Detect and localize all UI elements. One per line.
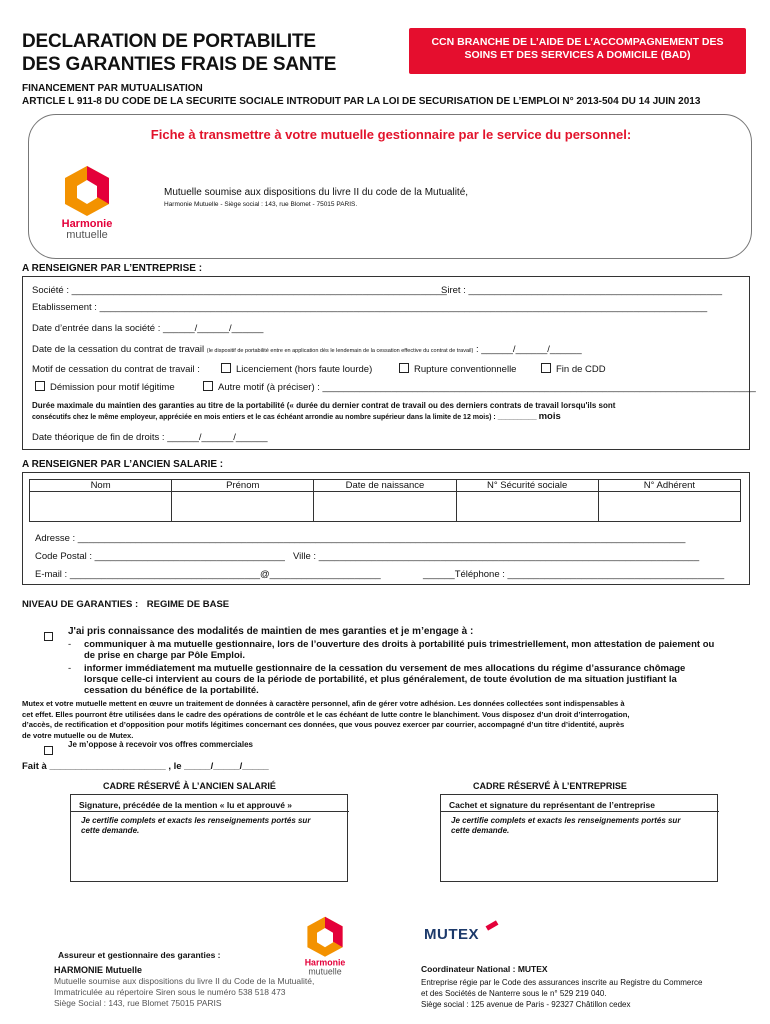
certifie-line1: Je certifie complets et exacts les renseignements portés sur bbox=[81, 816, 311, 825]
title-line-1: DECLARATION DE PORTABILITE bbox=[22, 31, 316, 52]
autre-motif-option[interactable] bbox=[203, 381, 756, 393]
engage-checkbox[interactable] bbox=[44, 627, 58, 645]
notice-line1: Mutex et votre mutuelle mettent en œuvre un traitement de données à caractère personnel, afin de gérer votre adhésion. Les données collectées sont indispensables à bbox=[22, 699, 625, 708]
mutex-line2: et des Sociétés de Nanterre sous le n° 529 219 040. bbox=[421, 989, 607, 998]
mutuelle-info-box bbox=[28, 114, 752, 259]
demission-checkbox[interactable] bbox=[35, 381, 45, 391]
data-protection-notice bbox=[22, 699, 752, 741]
code-postal-field[interactable]: Code Postal : ____________________________________ bbox=[35, 551, 285, 562]
fiche-heading: Fiche à transmettre à votre mutuelle gestionnaire par le service du personnel: bbox=[150, 127, 632, 142]
certifie-salarie bbox=[81, 816, 310, 836]
mutex-swoosh-icon bbox=[486, 920, 499, 930]
harmonie-logo bbox=[47, 160, 127, 240]
harmonie-line2: Immatriculée au répertoire Siren sous le numéro 538 518 473 bbox=[54, 987, 286, 997]
assureur-label: Assureur et gestionnaire des garanties : bbox=[58, 950, 221, 960]
siret-field[interactable]: Siret : ________________________________________________ bbox=[441, 285, 723, 296]
niveau-garanties bbox=[22, 599, 229, 610]
ccn-line-1: CCN BRANCHE DE L’AIDE DE L’ACCOMPAGNEMENT DES bbox=[431, 36, 724, 48]
harmonie-footer-logo bbox=[293, 912, 357, 976]
adresse-field[interactable]: Adresse : ___________________________________________________________________________________________________________________ bbox=[35, 533, 686, 544]
date-cessation-note: (le dispositif de portabilité entre en application dès le lendemain de la cessation effective du contrat de travail) bbox=[206, 348, 474, 354]
date-cessation-blank: : ______/______/______ bbox=[475, 344, 582, 355]
cadre-entreprise-heading: CADRE RÉSERVÉ À L’ENTREPRISE bbox=[473, 781, 627, 791]
dash: - bbox=[68, 663, 72, 674]
coordinateur-value: MUTEX bbox=[517, 964, 548, 974]
mutex-details bbox=[421, 977, 702, 1010]
mutuelle-address: Harmonie Mutuelle - Siège social : 143, rue Blomet - 75015 PARIS. bbox=[164, 201, 358, 208]
cell-nom[interactable] bbox=[30, 492, 172, 522]
bullet1-line2: de prise en charge par Pôle Emploi. bbox=[84, 650, 246, 661]
bullet2-line2: lorsque celle-ci intervient au cours de la période de portabilité, et plus généralement, de toute évolution de ma situation justifiant la bbox=[84, 674, 677, 685]
motif-label: Motif de cessation du contrat de travail : bbox=[32, 364, 200, 375]
date-cessation-label: Date de la cessation du contrat de travail bbox=[32, 344, 205, 355]
entreprise-frame bbox=[22, 276, 756, 450]
article-label: ARTICLE L 911-8 DU CODE DE LA SECURITE SOCIALE INTRODUIT PAR LA LOI DE SECURISATION DE L’EMPLOI N° 2013-504 DU 14 JUIN 2013 bbox=[22, 96, 701, 107]
logo-text-harmonie: Harmonie bbox=[61, 218, 113, 230]
certifie-line2: cette demande. bbox=[81, 826, 140, 835]
date-fin-droits-field[interactable]: Date théorique de fin de droits : ______/______/______ bbox=[32, 432, 268, 443]
salarie-table bbox=[29, 479, 741, 522]
mutex-logo: MUTEX bbox=[424, 926, 479, 943]
entreprise-heading: A RENSEIGNER PAR L’ENTREPRISE : bbox=[22, 263, 203, 274]
demission-option[interactable] bbox=[35, 381, 175, 393]
niveau-value: REGIME DE BASE bbox=[146, 599, 230, 610]
fin-cdd-checkbox[interactable] bbox=[541, 363, 551, 373]
divider bbox=[71, 811, 349, 812]
certifie-entreprise bbox=[451, 816, 680, 836]
demission-label: Démission pour motif légitime bbox=[50, 382, 175, 393]
oppose-label: Je m’oppose à recevoir vos offres commerciales bbox=[68, 740, 253, 749]
list-item bbox=[68, 639, 758, 661]
col-nom: Nom bbox=[30, 480, 172, 492]
harmonie-name: HARMONIE Mutuelle bbox=[54, 965, 143, 975]
document-title bbox=[22, 30, 336, 76]
col-prenom: Prénom bbox=[172, 480, 314, 492]
list-item bbox=[68, 663, 758, 696]
title-line-2: DES GARANTIES FRAIS DE SANTE bbox=[22, 54, 337, 75]
harmonie-line1: Mutuelle soumise aux dispositions du livre II du Code de la Mutualité, bbox=[54, 976, 315, 986]
salarie-table-header bbox=[30, 480, 741, 492]
mois-label: mois bbox=[538, 411, 561, 422]
certifie-line2: cette demande. bbox=[451, 826, 510, 835]
licenciement-option[interactable] bbox=[221, 363, 372, 375]
autre-motif-label: Autre motif (à préciser) : __________________________________________________________________________________ bbox=[218, 382, 756, 393]
engage-statement: J'ai pris connaissance des modalités de maintien de mes garanties et je m’engage à : bbox=[68, 626, 474, 637]
autre-motif-checkbox[interactable] bbox=[203, 381, 213, 391]
ville-field[interactable]: Ville : ________________________________________________________________________ bbox=[293, 551, 700, 562]
cell-adherent[interactable] bbox=[598, 492, 740, 522]
salarie-heading: A RENSEIGNER PAR L’ANCIEN SALARIE : bbox=[22, 459, 224, 470]
notice-line2: cet effet. Elles pourront être utilisées dans le cadre des opérations de contrôle et le cas échéant de lutte contre le blanchiment. Vous disposez d’un droit d’interrogation, bbox=[22, 709, 630, 719]
mutuelle-statement: Mutuelle soumise aux dispositions du livre II du code de la Mutualité, bbox=[164, 187, 469, 198]
harmonie-details bbox=[54, 976, 314, 1009]
niveau-label: NIVEAU DE GARANTIES : bbox=[22, 599, 139, 610]
dash: - bbox=[68, 639, 72, 650]
date-entree-field[interactable]: Date d’entrée dans la société : ______/______/______ bbox=[32, 323, 264, 334]
notice-line4: de votre mutuelle ou de Mutex. bbox=[22, 730, 134, 740]
mutex-line3: Siège social : 125 avenue de Paris - 92327 Châtillon cedex bbox=[421, 1000, 631, 1009]
duree-maximale bbox=[32, 400, 742, 423]
harmonie-footer-logo-icon bbox=[293, 912, 357, 976]
salarie-frame bbox=[22, 472, 750, 585]
divider bbox=[441, 811, 719, 812]
rupture-checkbox[interactable] bbox=[399, 363, 409, 373]
col-securite-sociale: N° Sécurité sociale bbox=[456, 480, 598, 492]
bullet2-line3: cessation du bénéfice de la portabilité. bbox=[84, 685, 259, 696]
duree-line-2: consécutifs chez le même employeur, appréciée en mois entiers et le cas échéant arrondie au nombre supérieur dans la limite de 12 mois) : bbox=[32, 414, 496, 421]
oppose-checkbox[interactable] bbox=[44, 741, 58, 759]
harmonie-line3: Siège Social : 143, rue Blomet 75015 PARIS bbox=[54, 998, 222, 1008]
cell-securite-sociale[interactable] bbox=[456, 492, 598, 522]
duree-line-1: Durée maximale du maintien des garanties au titre de la portabilité (« durée du dernier contrat de travail ou des derniers contrats de travail lorsqu'ils sont bbox=[32, 401, 616, 410]
rupture-label: Rupture conventionnelle bbox=[414, 364, 517, 375]
salarie-table-row bbox=[30, 492, 741, 522]
coordinateur bbox=[421, 964, 548, 974]
fin-cdd-label: Fin de CDD bbox=[556, 364, 606, 375]
sig-salarie-label: Signature, précédée de la mention « lu et approuvé » bbox=[79, 800, 293, 810]
fin-cdd-option[interactable] bbox=[541, 363, 606, 375]
cell-prenom[interactable] bbox=[172, 492, 314, 522]
col-date-naissance: Date de naissance bbox=[314, 480, 456, 492]
bullet1-line1: communiquer à ma mutuelle gestionnaire, lors de l’ouverture des droits à portabilité puis trimestriellement, mon attestation de paiement ou bbox=[84, 639, 715, 650]
engagement-list bbox=[68, 639, 758, 696]
date-cessation-field[interactable] bbox=[32, 344, 582, 355]
etablissement-field[interactable]: Etablissement : ___________________________________________________________________________________________________________________ bbox=[32, 302, 708, 313]
cell-date-naissance[interactable] bbox=[314, 492, 456, 522]
licenciement-label: Licenciement (hors faute lourde) bbox=[236, 364, 373, 375]
ccn-line-2: SOINS ET DES SERVICES A DOMICILE (BAD) bbox=[464, 49, 691, 61]
harmonie-logo-icon bbox=[47, 160, 127, 240]
bullet2-line1: informer immédiatement ma mutuelle gestionnaire de la cessation du versement de mes allocations du régime d’assurance chômage bbox=[84, 663, 686, 674]
coordinateur-label: Coordinateur National : bbox=[421, 964, 516, 974]
societe-field[interactable]: Société : _______________________________________________________________________ bbox=[32, 285, 447, 296]
sig-entreprise-label: Cachet et signature du représentant de l’entreprise bbox=[449, 800, 655, 810]
telephone-field[interactable]: ______Téléphone : _________________________________________ bbox=[423, 569, 725, 580]
notice-line3: d’accès, de rectification et d’opposition pour motifs légitimes concernant ces données, que vous pouvez exercer par courrier, accompagné d’un titre d’identité, auprès bbox=[22, 720, 625, 729]
certifie-line1: Je certifie complets et exacts les renseignements portés sur bbox=[451, 816, 681, 825]
footer-logo-text-mutuelle: mutuelle bbox=[308, 966, 342, 976]
ccn-banner bbox=[409, 28, 746, 74]
mutex-line1: Entreprise régie par le Code des assurances inscrite au Registre du Commerce bbox=[421, 978, 703, 987]
financement-label: FINANCEMENT PAR MUTUALISATION bbox=[22, 83, 203, 94]
signature-entreprise-box[interactable] bbox=[440, 794, 718, 882]
licenciement-checkbox[interactable] bbox=[221, 363, 231, 373]
rupture-option[interactable] bbox=[399, 363, 516, 375]
signature-salarie-box[interactable] bbox=[70, 794, 348, 882]
col-adherent: N° Adhérent bbox=[598, 480, 740, 492]
logo-text-mutuelle: mutuelle bbox=[66, 229, 108, 240]
cadre-salarie-heading: CADRE RÉSERVÉ À L’ANCIEN SALARIÉ bbox=[103, 781, 276, 791]
fait-a-field[interactable]: Fait à ______________________ , le _____/_____/_____ bbox=[22, 761, 269, 772]
duree-blank[interactable]: __________ bbox=[497, 414, 537, 421]
footer-logo-text-harmonie: Harmonie bbox=[304, 957, 346, 968]
email-field[interactable]: E-mail : ____________________________________@_____________________ bbox=[35, 569, 381, 580]
